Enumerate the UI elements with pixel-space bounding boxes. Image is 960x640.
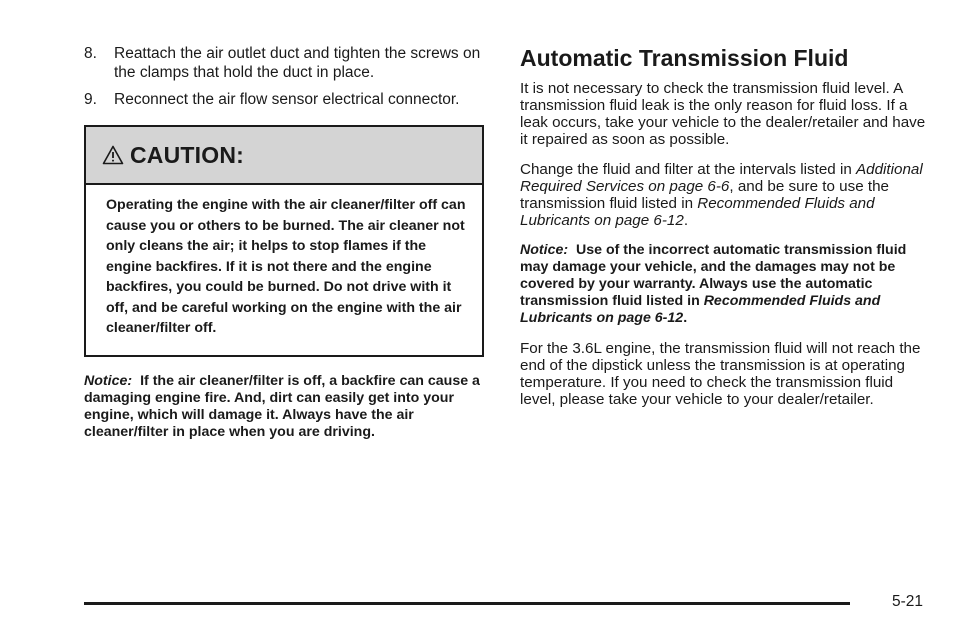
text-segment: , and be sure to use the transmission fluid listed in bbox=[520, 178, 889, 212]
caution-header bbox=[86, 127, 482, 185]
notice-transmission-fluid bbox=[520, 242, 930, 327]
footer-rule bbox=[84, 602, 850, 605]
notice-air-cleaner bbox=[84, 373, 488, 441]
caution-title: CAUTION: bbox=[130, 141, 245, 168]
caution-box bbox=[84, 125, 484, 357]
text-segment: Change the fluid and filter at the intervals listed in bbox=[520, 161, 857, 178]
step-number: 9. bbox=[84, 91, 97, 108]
right-column bbox=[520, 44, 930, 421]
paragraph-change-fluid bbox=[520, 161, 930, 229]
notice-text: Use of the incorrect automatic transmission fluid may damage your vehicle, and the damages may not be covered by your warranty. Always use the automatic transmission fluid listed in bbox=[520, 242, 907, 309]
step-8 bbox=[84, 44, 488, 82]
warning-triangle-icon bbox=[102, 145, 124, 165]
paragraph-dipstick: For the 3.6L engine, the transmission fluid will not reach the end of the dipstick unless the transmission is at operating temperature. If you need to check the transmission fluid level, please take your vehicle to your dealer/retailer. bbox=[520, 340, 921, 408]
step-text: Reattach the air outlet duct and tighten the screws on the clamps that hold the duct in place. bbox=[114, 45, 481, 81]
cross-reference-additional-services[interactable]: Additional Required Services on page 6-6 bbox=[520, 161, 923, 195]
step-text: Reconnect the air flow sensor electrical connector. bbox=[114, 91, 460, 108]
notice-label: Notice: bbox=[520, 242, 569, 258]
caution-text: Operating the engine with the air cleaner/filter off can cause you or others to be burned. The air cleaner not only cleans the air; it helps to stop flames if the engine backfires. If it is not there and the engine backfires, you could be burned. Do not drive with it off, and be careful working on the engine with the air cleaner/filter off. bbox=[106, 197, 466, 336]
text-segment: . bbox=[683, 310, 688, 326]
notice-text: If the air cleaner/filter is off, a backfire can cause a damaging engine fire. And, dirt can easily get into your engine, which will damage it. Always have the air cleaner/filter in place when you are driving. bbox=[84, 372, 480, 440]
cross-reference-fluids-lubricants[interactable]: Recommended Fluids and Lubricants on page 6-12 bbox=[520, 293, 881, 326]
cross-reference-fluids-lubricants[interactable]: Recommended Fluids and Lubricants on page 6-12 bbox=[520, 195, 875, 229]
text-segment: . bbox=[683, 212, 689, 229]
page-number: 5-21 bbox=[892, 593, 924, 610]
step-number: 8. bbox=[84, 45, 97, 62]
left-column bbox=[84, 44, 488, 441]
notice-label: Notice: bbox=[84, 372, 133, 389]
step-9 bbox=[84, 90, 488, 109]
section-heading: Automatic Transmission Fluid bbox=[520, 45, 849, 71]
paragraph-leak: It is not necessary to check the transmission fluid level. A transmission fluid leak is the only reason for fluid loss. If a leak occurs, take your vehicle to the dealer/retailer and have it repaired as soon as possible. bbox=[520, 80, 926, 148]
